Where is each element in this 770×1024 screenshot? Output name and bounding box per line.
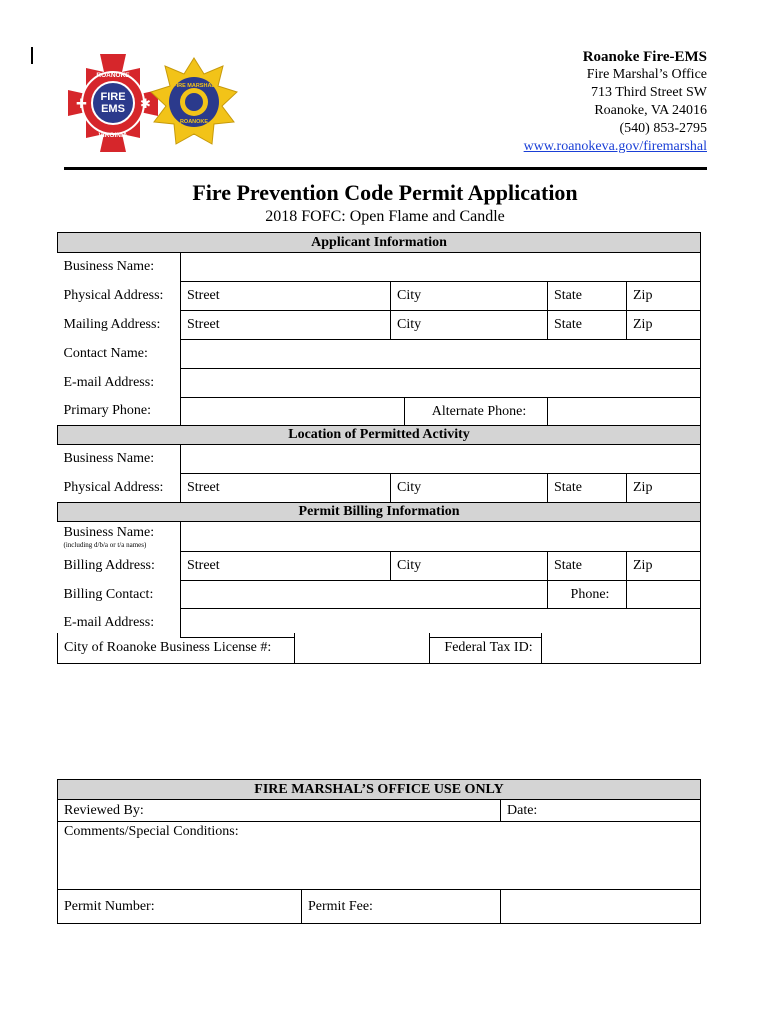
- billing-address-label: Billing Address:: [63, 558, 155, 573]
- office-use-blank-field[interactable]: [501, 890, 701, 924]
- business-name-label: Business Name:: [63, 259, 155, 275]
- applicant-physical-state-field[interactable]: State: [548, 282, 627, 311]
- billing-phone-label: Phone:: [548, 581, 627, 609]
- billing-email-label: E-mail Address:: [63, 615, 155, 630]
- business-license-label: City of Roanoke Business License #:: [58, 633, 295, 663]
- svg-text:FIRE: FIRE: [100, 91, 126, 103]
- org-name: Roanoke Fire-EMS: [582, 49, 707, 65]
- text-cursor: [31, 47, 33, 64]
- applicant-alternate-phone-field[interactable]: [548, 398, 701, 426]
- location-heading: Location of Permitted Activity: [58, 426, 701, 445]
- business-license-field[interactable]: [295, 633, 430, 663]
- mailing-address-label: Mailing Address:: [63, 317, 161, 332]
- review-date-field[interactable]: Date:: [501, 800, 701, 822]
- svg-text:✚: ✚: [76, 96, 87, 111]
- header-divider: [64, 167, 707, 170]
- street-address: 713 Third Street SW: [590, 85, 707, 100]
- svg-text:ROANOKE: ROANOKE: [179, 119, 209, 125]
- contact-name-label: Contact Name:: [63, 346, 148, 361]
- billing-contact-field[interactable]: [181, 581, 548, 609]
- alternate-phone-label: Alternate Phone:: [405, 398, 548, 426]
- billing-city-field[interactable]: City: [391, 552, 548, 581]
- applicant-mailing-zip-field[interactable]: Zip: [627, 311, 701, 340]
- primary-phone-label: Primary Phone:: [63, 403, 151, 419]
- applicant-contact-name-field[interactable]: [181, 340, 701, 369]
- applicant-physical-street-field[interactable]: Street: [181, 282, 391, 311]
- billing-contact-label: Billing Contact:: [63, 586, 154, 602]
- billing-state-field[interactable]: State: [548, 552, 627, 581]
- svg-text:✱: ✱: [140, 96, 151, 111]
- website-link[interactable]: www.roanokeva.gov/firemarshal: [523, 139, 707, 154]
- office-use-table: [57, 779, 701, 924]
- svg-text:ROANOKE: ROANOKE: [96, 72, 130, 79]
- applicant-physical-zip-field[interactable]: Zip: [627, 282, 701, 311]
- organization-address-block: [524, 48, 707, 156]
- applicant-business-name-field[interactable]: [181, 253, 701, 282]
- billing-business-name-field[interactable]: [181, 522, 701, 552]
- svg-text:VIRGINIA: VIRGINIA: [98, 132, 128, 139]
- location-physical-address-label: Physical Address:: [63, 479, 164, 495]
- office-use-heading: FIRE MARSHAL’S OFFICE USE ONLY: [58, 780, 701, 800]
- city-state-zip: Roanoke, VA 24016: [594, 103, 707, 118]
- permit-number-field[interactable]: Permit Number:: [58, 890, 302, 924]
- office-name: Fire Marshal’s Office: [586, 67, 707, 82]
- dba-note: (including d/b/a or t/a names): [63, 540, 147, 549]
- billing-zip-field[interactable]: Zip: [627, 552, 701, 581]
- svg-text:EMS: EMS: [101, 103, 125, 115]
- applicant-physical-city-field[interactable]: City: [391, 282, 548, 311]
- svg-text:FIRE MARSHAL: FIRE MARSHAL: [173, 83, 215, 89]
- permit-fee-field[interactable]: Permit Fee:: [302, 890, 501, 924]
- location-business-name-label: Business Name:: [63, 451, 155, 467]
- roanoke-fire-ems-logos: [62, 50, 242, 160]
- billing-street-field[interactable]: Street: [181, 552, 391, 581]
- fire-marshal-star-badge-logo: [151, 58, 237, 144]
- form-subtitle: 2018 FOFC: Open Flame and Candle: [265, 208, 505, 225]
- billing-phone-field[interactable]: [627, 581, 701, 609]
- form-title: Fire Prevention Code Permit Application: [192, 180, 578, 205]
- applicant-email-field[interactable]: [181, 369, 701, 398]
- reviewed-by-field[interactable]: Reviewed By:: [58, 800, 501, 822]
- billing-business-name-label: Business Name: (including d/b/a or t/a names): [58, 522, 181, 552]
- billing-heading: Permit Billing Information: [58, 503, 701, 522]
- office-phone: (540) 853-2795: [619, 121, 707, 136]
- physical-address-label: Physical Address:: [63, 288, 164, 303]
- location-state-field[interactable]: State: [548, 474, 627, 503]
- applicant-info-heading: Applicant Information: [58, 233, 701, 253]
- applicant-primary-phone-field[interactable]: [181, 398, 405, 426]
- applicant-mailing-city-field[interactable]: City: [391, 311, 548, 340]
- applicant-mailing-state-field[interactable]: State: [548, 311, 627, 340]
- comments-field[interactable]: Comments/Special Conditions:: [58, 822, 701, 890]
- location-city-field[interactable]: City: [391, 474, 548, 503]
- applicant-mailing-street-field[interactable]: Street: [181, 311, 391, 340]
- federal-tax-id-field[interactable]: [542, 633, 701, 663]
- location-zip-field[interactable]: Zip: [627, 474, 701, 503]
- location-business-name-field[interactable]: [181, 445, 701, 474]
- license-tax-row: [57, 633, 701, 664]
- fire-ems-maltese-cross-logo: [68, 54, 158, 152]
- email-address-label: E-mail Address:: [63, 375, 155, 390]
- permit-application-table: [57, 232, 701, 638]
- location-street-field[interactable]: Street: [181, 474, 391, 503]
- federal-tax-id-label: Federal Tax ID:: [430, 633, 542, 663]
